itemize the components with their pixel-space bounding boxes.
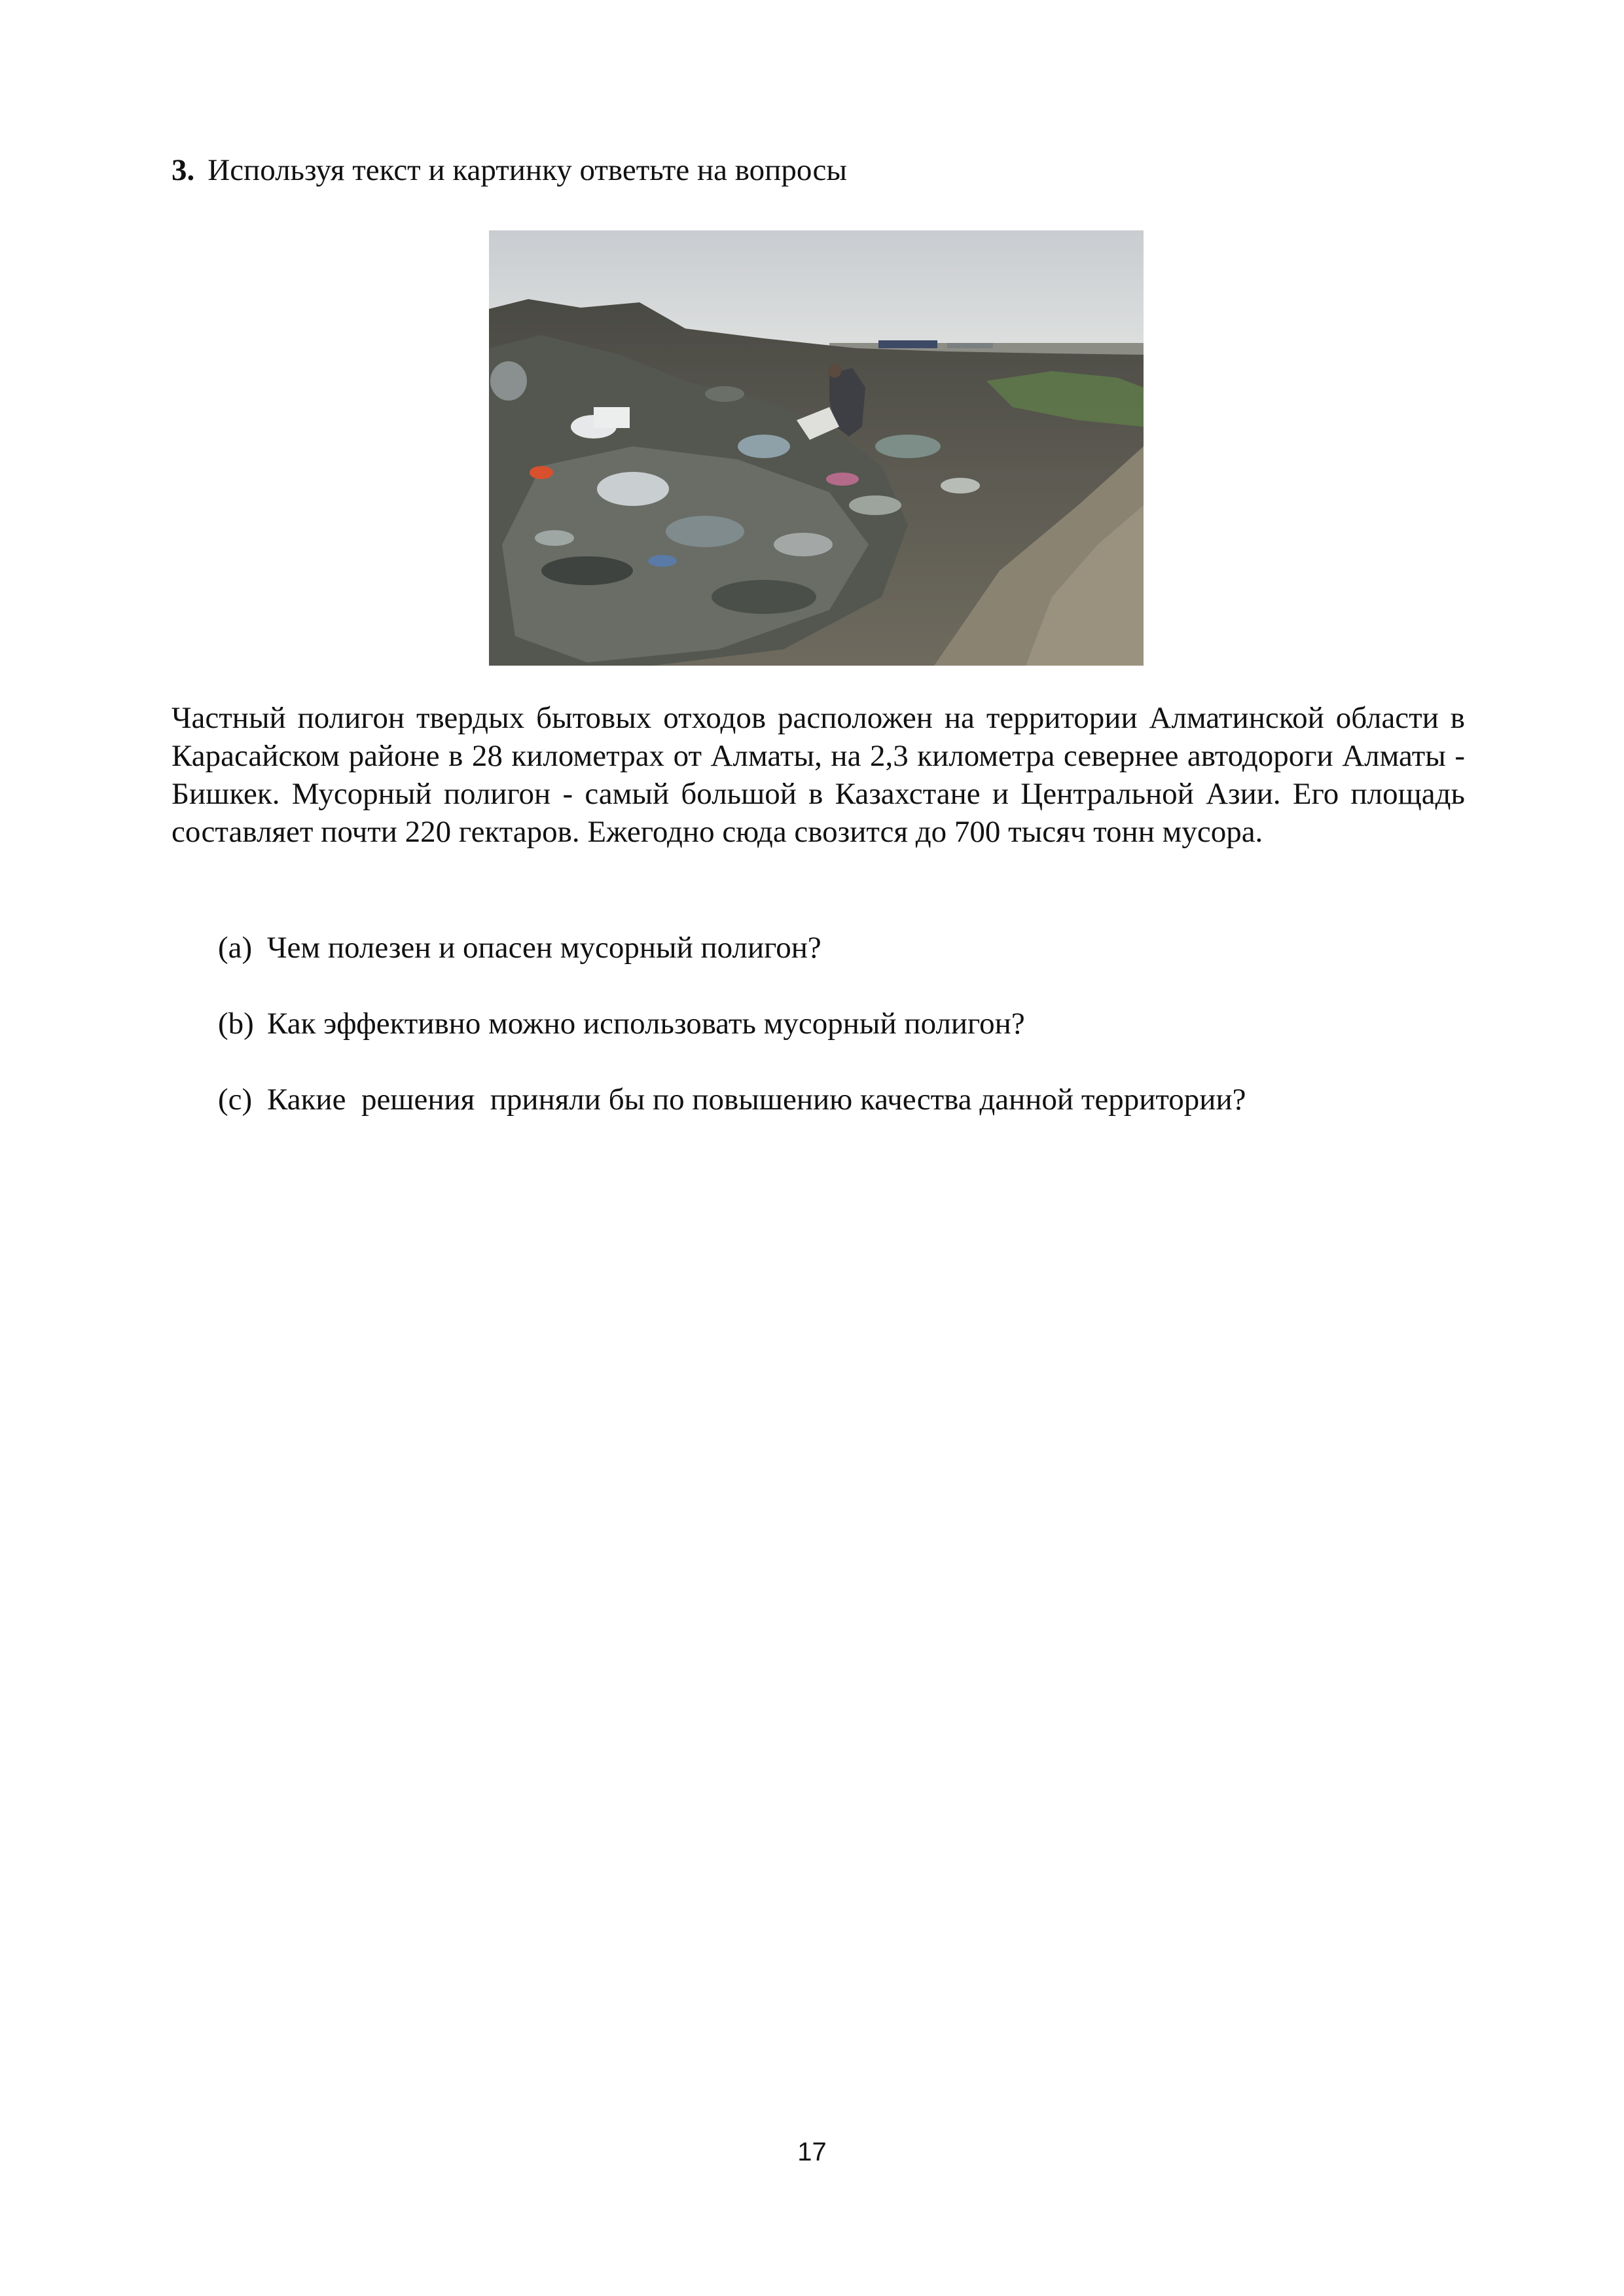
question-b <box>218 1005 1025 1042</box>
question-text: Как эффективно можно использовать мусорный полигон? <box>267 1007 1025 1041</box>
question-text: Чем полезен и опасен мусорный полигон? <box>267 931 821 965</box>
task-heading <box>171 152 847 188</box>
question-a <box>218 929 821 966</box>
question-text: Какие решения приняли бы по повышению качества данной территории? <box>267 1083 1246 1117</box>
question-letter: (b) <box>218 1007 254 1041</box>
question-c <box>218 1081 1246 1118</box>
task-number: 3. <box>171 153 195 187</box>
passage-text: Частный полигон твердых бытовых отходов расположен на территории Алматинской области в Карасайском районе в 28 километрах от Алматы, на 2,3 километра севернее автодороги Алматы - Бишкек. Мусорный полигон - самый большой в Казахстане и Центральной Азии. Его площадь составляет почти 220 гектаров. Ежегодно сюда свозится до 700 тысяч тонн мусора. <box>171 701 1465 849</box>
question-letter: (c) <box>218 1083 253 1117</box>
landfill-photo <box>489 230 1144 666</box>
task-instruction: Используя текст и картинку ответьте на вопросы <box>208 153 847 187</box>
question-letter: (a) <box>218 931 253 965</box>
page-number: 17 <box>797 2138 827 2166</box>
